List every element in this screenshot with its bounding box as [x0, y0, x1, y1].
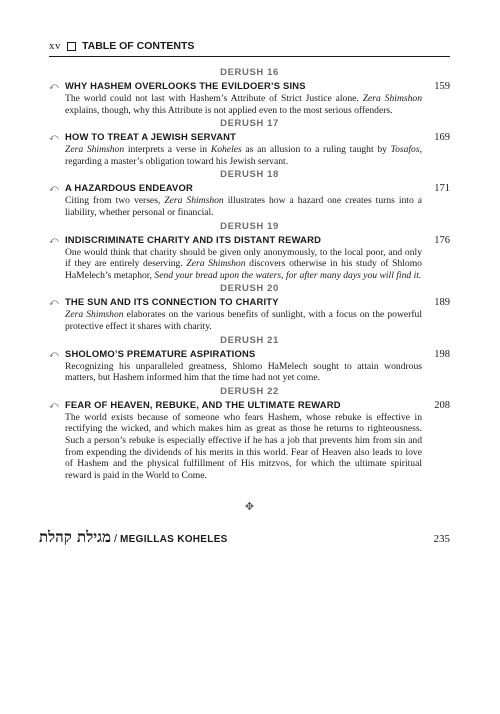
description-italic-text: Zera Shimshon	[65, 309, 124, 321]
entry-title: WHY HASHEM OVERLOOKS THE EVILDOER’S SINS	[65, 80, 306, 91]
derush-heading: DERUSH 18	[220, 169, 279, 181]
entry-page-number: 159	[434, 81, 450, 92]
toc-entry[interactable]	[49, 80, 450, 116]
description-italic-text: Zera Shimshon	[164, 195, 224, 207]
entry-description	[65, 412, 422, 482]
header-title: TABLE OF CONTENTS	[82, 40, 195, 52]
ornament-icon: ⤺	[49, 399, 59, 410]
description-text: explains, though, why this Attribute is not applied even to the most serious offenders.	[65, 104, 393, 116]
entry-title: SHOLOMO’S PREMATURE ASPIRATIONS	[65, 347, 256, 359]
entry-page-number: 171	[434, 183, 450, 195]
entry-description	[65, 195, 422, 218]
description-italic-text: Send your bread upon the waters, for after many days you will find it.	[154, 269, 422, 281]
description-text: , regarding a master’s obligation toward his Jewish servant.	[65, 144, 422, 167]
toc-entry-head	[49, 182, 450, 194]
ornament-icon: ⤺	[49, 81, 59, 91]
description-text: as an allusion to a ruling taught by	[241, 144, 391, 156]
megillas-entry[interactable]	[39, 528, 450, 547]
derush-heading: DERUSH 19	[220, 220, 279, 232]
toc-entry[interactable]	[49, 234, 450, 282]
ornament-icon: ⤺	[49, 297, 59, 308]
description-text: interprets a verse in	[124, 144, 211, 156]
derush-heading: DERUSH 22	[220, 385, 279, 397]
description-italic-text: Zera Shimshon	[362, 93, 422, 104]
toc-entry[interactable]	[49, 296, 450, 332]
entry-description	[65, 309, 422, 332]
description-text: The world could not last with Hashem’s Attribute of Strict Justice alone.	[65, 93, 363, 104]
description-italic-text: Tosafos	[390, 144, 420, 156]
ornament-divider-icon: ✥	[244, 501, 256, 513]
toc-list	[49, 66, 450, 483]
description-text: The world exists because of someone who fears Hashem, whose rebuke is effective in rectifying the wicked, and which makes him as great as those he returns to righteousness. Such a person’s rebuke is especially effective if he has a job that prevents him from sin and from expending the dividends of his merits in this world. Fear of Heaven also leads to love of Hashem and the physical fulfillment of His mitzvos, for which the ultimate spiritual reward is paid in the World to Come.	[65, 411, 422, 481]
ornament-icon: ⤺	[49, 132, 59, 143]
megillas-english-title: MEGILLAS KOHELES	[120, 534, 228, 545]
derush-heading: DERUSH 17	[220, 118, 279, 130]
box-icon	[67, 42, 76, 51]
megillas-hebrew-title: מגילת קהלת	[39, 528, 111, 546]
toc-entry-head	[49, 131, 450, 143]
entry-page-number: 169	[434, 132, 450, 144]
toc-entry[interactable]	[49, 348, 450, 384]
description-text: illustrates how a hazard one creates turns into a liability, whether personal or financial.	[65, 195, 422, 218]
toc-entry[interactable]	[49, 131, 450, 167]
entry-page-number: 198	[434, 348, 450, 360]
header-rule	[49, 56, 450, 57]
toc-entry-head	[49, 296, 450, 308]
running-header	[49, 40, 449, 52]
toc-entry-head	[49, 234, 450, 246]
entry-title: INDISCRIMINATE CHARITY AND ITS DISTANT REWARD	[65, 233, 322, 245]
entry-title: THE SUN AND ITS CONNECTION TO CHARITY	[65, 296, 279, 308]
derush-heading: DERUSH 21	[220, 334, 279, 346]
description-text: Citing from two verses,	[65, 195, 165, 207]
toc-entry-head	[49, 348, 450, 360]
entry-title: HOW TO TREAT A JEWISH SERVANT	[65, 131, 237, 143]
toc-entry-head	[49, 80, 450, 92]
description-italic-text: Koheles	[210, 144, 242, 156]
ornament-icon: ⤺	[49, 234, 59, 245]
toc-entry-head	[49, 399, 450, 411]
description-text: discovers otherwise in his study of Shlomo HaMelech’s metaphor,	[65, 258, 422, 281]
entry-page-number: 176	[434, 234, 450, 246]
description-text: Recognizing his unparalleled greatness, Shlomo HaMelech sought to attain wondrous matters, but Hashem informed him that the time had not yet come.	[65, 360, 422, 384]
entry-description	[65, 144, 422, 167]
description-text: elaborates on the various benefits of sunlight, with a focus on the powerful protective effect it shares with charity.	[65, 309, 422, 332]
entry-title: A HAZARDOUS ENDEAVOR	[65, 182, 193, 194]
derush-heading: DERUSH 20	[220, 283, 279, 295]
description-italic-text: Zera Shimshon	[186, 258, 246, 270]
toc-entry[interactable]	[49, 399, 450, 482]
description-text: One would think that charity should be given only anonymously, to the local poor, and only if they are entirely deserving.	[65, 246, 422, 270]
title-separator: /	[113, 533, 118, 545]
ornament-icon: ⤺	[49, 348, 59, 359]
entry-title: FEAR OF HEAVEN, REBUKE, AND THE ULTIMATE REWARD	[65, 398, 341, 410]
megillas-page-number: 235	[433, 533, 450, 545]
derush-heading: DERUSH 16	[220, 67, 279, 78]
entry-page-number: 189	[434, 297, 450, 309]
toc-entry[interactable]	[49, 182, 450, 218]
description-italic-text: Zera Shimshon	[65, 144, 125, 156]
page-folio: xv	[49, 40, 61, 52]
entry-description	[65, 361, 422, 384]
entry-description	[65, 93, 422, 116]
entry-description	[65, 247, 422, 282]
entry-page-number: 208	[434, 399, 450, 411]
ornament-icon: ⤺	[49, 183, 59, 194]
